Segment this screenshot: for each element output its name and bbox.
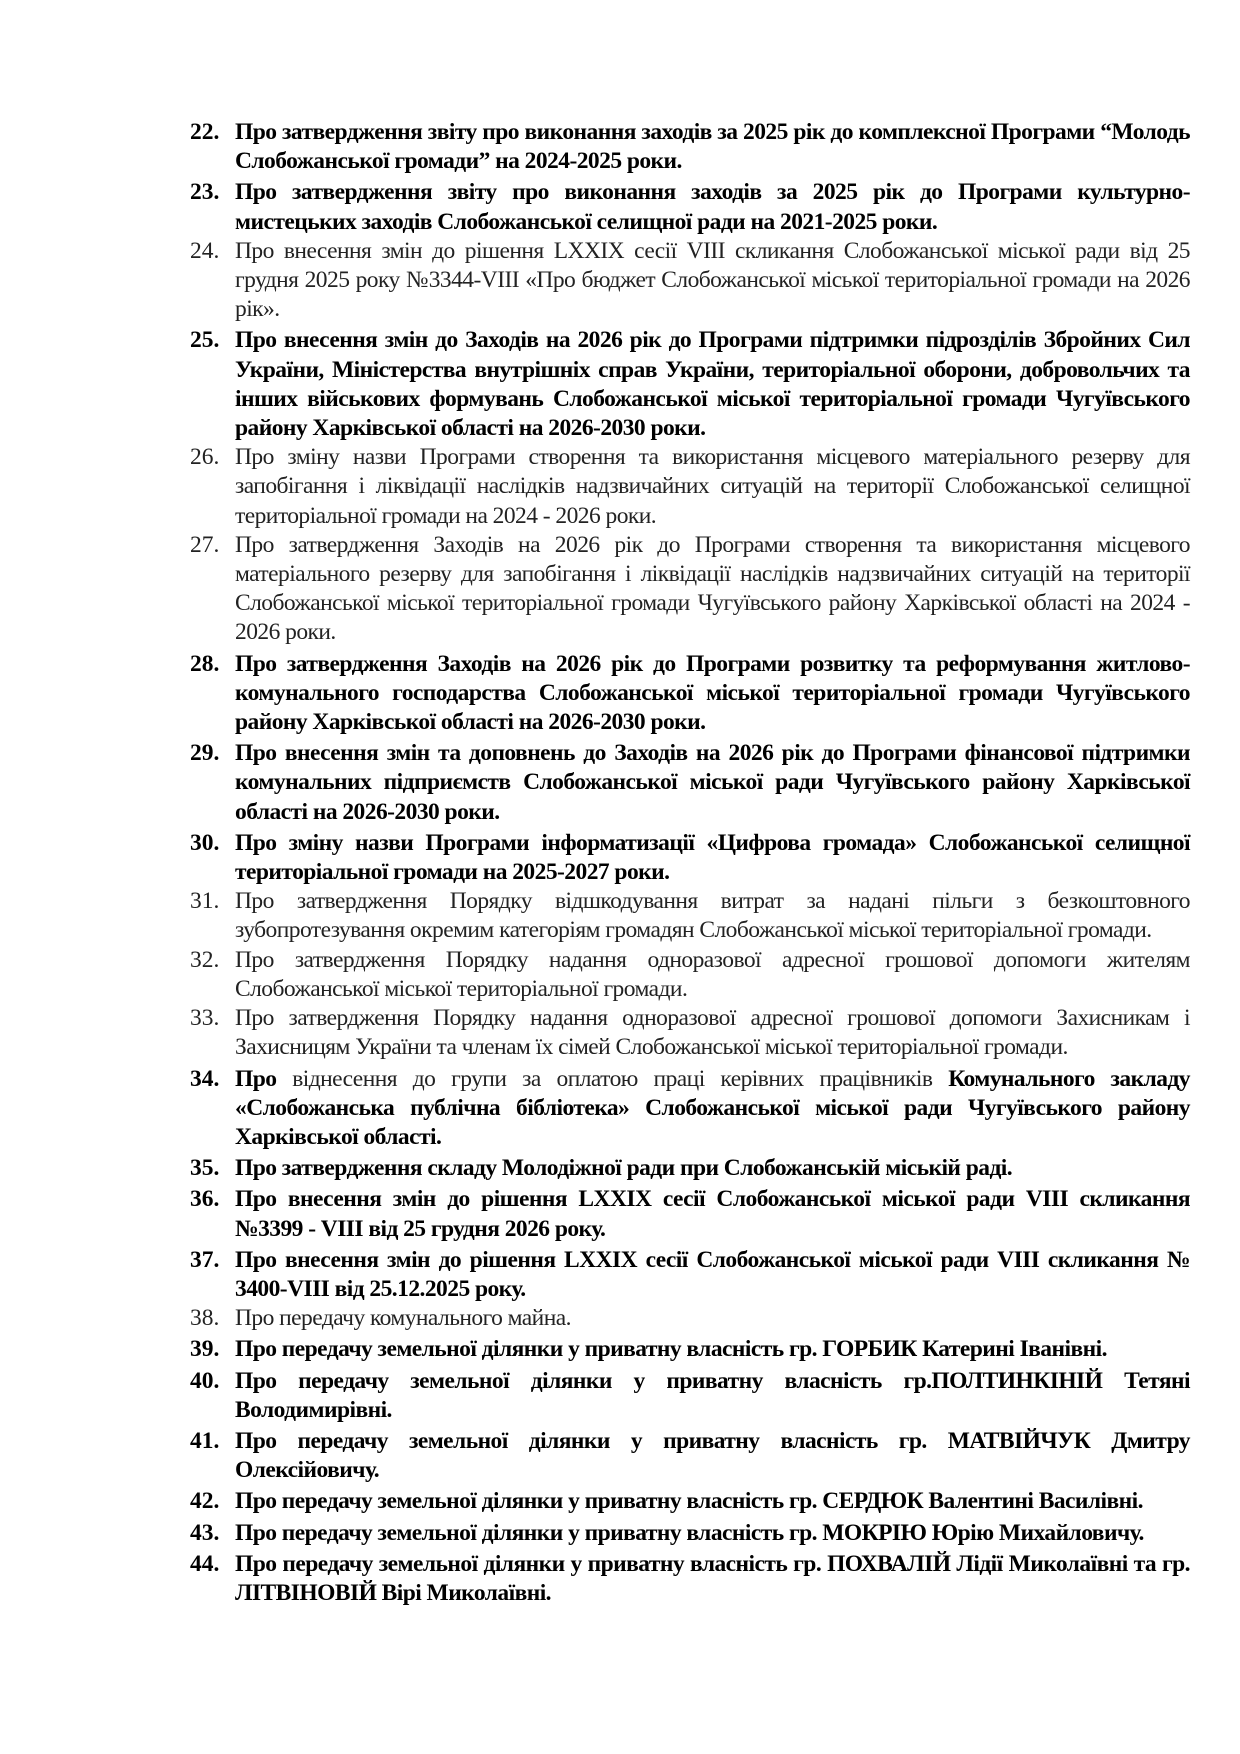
- agenda-item-text-segment: Комунального закладу «Слобожанська публічна бібліотека» Слобожанської міської ради Чугуївського району Харківської області.: [235, 1065, 1190, 1150]
- agenda-item-number: 27.: [190, 531, 220, 558]
- agenda-item-text: Про затвердження Порядку відшкодування витрат за надані пільги з безкоштовного зубопротезування окремим категоріям громадян Слобожанської міської територіальної громади.: [235, 888, 1190, 944]
- agenda-item-text-segment: Про: [235, 1065, 293, 1092]
- agenda-item: [190, 887, 1190, 945]
- agenda-item-number: 43.: [190, 1519, 220, 1546]
- agenda-item-text: Про зміну назви Програми створення та використання місцевого матеріального резерву для запобігання і ліквідації наслідків надзвичайних ситуацій на території Слобожанської селищної територіальної громади на 2024 - 2026 роки.: [235, 444, 1190, 529]
- agenda-item: [190, 1519, 1190, 1548]
- agenda-item-number: 40.: [190, 1367, 220, 1394]
- agenda-item-text: Про зміну назви Програми інформатизації «Цифрова громада» Слобожанської селищної територіальної громади на 2025-2027 роки.: [235, 829, 1190, 886]
- agenda-item-text: Про затвердження Заходів на 2026 рік до Програми розвитку та реформування житлово-комунального господарства Слобожанської міської територіальної громади Чугуївського району Харківської області на 2026-2030 роки.: [235, 650, 1190, 736]
- agenda-item-text: Про затвердження Заходів на 2026 рік до Програми створення та використання місцевого матеріального резерву для запобігання і ліквідації наслідків надзвичайних ситуацій на території Слобожанської міської територіальної громади Чугуївського району Харківської області на 2024 - 2026 роки.: [235, 531, 1190, 646]
- agenda-item-number: 24.: [190, 237, 220, 264]
- agenda-item-text: Про внесення змін та доповнень до Заходів на 2026 рік до Програми фінансової підтримки комунальних підприємств Слобожанської міської ради Чугуївського району Харківської області на 2026-2030 роки.: [235, 740, 1190, 825]
- agenda-item: [190, 829, 1190, 887]
- agenda-item-text-segment: віднесення до групи за оплатою праці керівних працівників: [292, 1065, 949, 1092]
- agenda-item-text: Про передачу земельної ділянки у приватну власність гр. МАТВІЙЧУК Дмитру Олексійовичу.: [235, 1427, 1190, 1484]
- agenda-item-text: Про внесення змін до Заходів на 2026 рік до Програми підтримки підрозділів Збройних Сил України, Міністерства внутрішніх справ України, територіальної оборони, добровольчих та інших військових формувань Слобожанської міської територіальної громади Чугуївського району Харківської області на 2026-2030 роки.: [235, 327, 1190, 442]
- agenda-item: [190, 178, 1190, 236]
- agenda-item-number: 31.: [190, 888, 220, 915]
- agenda-item: [190, 1065, 1190, 1153]
- agenda-item-text: Про передачу земельної ділянки у приватну власність гр. МОКРІЮ Юрію Михайловичу.: [235, 1519, 1144, 1546]
- agenda-item-text: Про внесення змін до рішення LXXIX сесії Слобожанської міської ради VIII скликання №3399 - VIII від 25 грудня 2026 року.: [235, 1186, 1190, 1242]
- agenda-item-number: 22.: [190, 119, 220, 145]
- agenda-item-number: 35.: [190, 1155, 220, 1182]
- agenda-item: [190, 650, 1190, 738]
- agenda-item: [190, 443, 1190, 531]
- agenda-item-text: Про передачу земельної ділянки у приватну власність гр. СЕРДЮК Валентині Василівні.: [235, 1488, 1143, 1515]
- agenda-item-text: Про затвердження складу Молодіжної ради при Слобожанській міській раді.: [235, 1155, 1013, 1182]
- agenda-item-text: Про передачу земельної ділянки у приватну власність гр.ПОЛТИНКІНІЙ Тетяні Володимирівні.: [235, 1367, 1190, 1423]
- agenda-item: [190, 739, 1190, 827]
- agenda-item: [190, 1185, 1190, 1243]
- agenda-item-text: Про внесення змін до рішення LXXIX сесії VIII скликання Слобожанської міської ради від 25 грудня 2025 року №3344-VIII «Про бюджет Слобожанської міської територіальної громади на 2026 рік».: [235, 237, 1190, 323]
- agenda-item: [190, 1154, 1190, 1183]
- agenda-page: [190, 118, 1190, 1608]
- agenda-item-number: 36.: [190, 1186, 220, 1213]
- agenda-item-number: 39.: [190, 1336, 220, 1363]
- agenda-item-number: 28.: [190, 650, 220, 677]
- agenda-item-text: Про затвердження Порядку надання одноразової адресної грошової допомоги Захисникам і Захисницям України та членам їх сімей Слобожанської міської територіальної громади.: [235, 1005, 1190, 1061]
- agenda-item: [190, 118, 1190, 176]
- agenda-item-number: 33.: [190, 1005, 220, 1032]
- agenda-item-number: 25.: [190, 327, 220, 354]
- agenda-item-text: Про передачу земельної ділянки у приватну власність гр. ПОХВАЛІЙ Лідії Миколаївні та гр. ЛІТВІНОВІЙ Вірі Миколаївні.: [235, 1550, 1190, 1606]
- agenda-item-number: 34.: [190, 1065, 220, 1092]
- agenda-item-number: 42.: [190, 1488, 220, 1515]
- agenda-item: [190, 531, 1190, 648]
- agenda-item: [190, 1367, 1190, 1425]
- agenda-item: [190, 1246, 1190, 1304]
- agenda-item-number: 29.: [190, 740, 220, 767]
- agenda-item-number: 26.: [190, 444, 220, 471]
- agenda-item-text: Про затвердження звіту про виконання заходів за 2025 рік до комплексної Програми “Молодь Слобожанської громади” на 2024-2025 роки.: [235, 119, 1190, 175]
- agenda-item-number: 44.: [190, 1550, 220, 1577]
- agenda-item: [190, 1335, 1190, 1364]
- agenda-list: [190, 118, 1190, 1608]
- agenda-item-text: Про внесення змін до рішення LXXIX сесії Слобожанської міської ради VIII скликання № 3400-VIII від 25.12.2025 року.: [235, 1246, 1190, 1302]
- agenda-item-text: Про передачу земельної ділянки у приватну власність гр. ГОРБИК Катерині Іванівні.: [235, 1336, 1107, 1363]
- agenda-item-text: Про затвердження Порядку надання одноразової адресної грошової допомоги жителям Слобожанської міської територіальної громади.: [235, 946, 1190, 1002]
- agenda-item: [190, 1550, 1190, 1608]
- agenda-item: [190, 326, 1190, 443]
- agenda-item: [190, 1304, 1190, 1333]
- agenda-item-number: 37.: [190, 1246, 220, 1273]
- agenda-item-text: Про передачу комунального майна.: [235, 1305, 571, 1332]
- agenda-item-text: [235, 1065, 1190, 1153]
- agenda-item: [190, 237, 1190, 325]
- agenda-item-number: 38.: [190, 1305, 220, 1332]
- agenda-item-number: 30.: [190, 829, 220, 856]
- agenda-item-number: 32.: [190, 946, 220, 973]
- agenda-item: [190, 946, 1190, 1004]
- agenda-item: [190, 1004, 1190, 1062]
- agenda-item-number: 23.: [190, 179, 220, 206]
- agenda-item-text: Про затвердження звіту про виконання заходів за 2025 рік до Програми культурно-мистецьких заходів Слобожанської селищної ради на 2021-2025 роки.: [235, 179, 1190, 235]
- agenda-item: [190, 1427, 1190, 1485]
- agenda-item: [190, 1487, 1190, 1516]
- agenda-item-number: 41.: [190, 1427, 220, 1454]
